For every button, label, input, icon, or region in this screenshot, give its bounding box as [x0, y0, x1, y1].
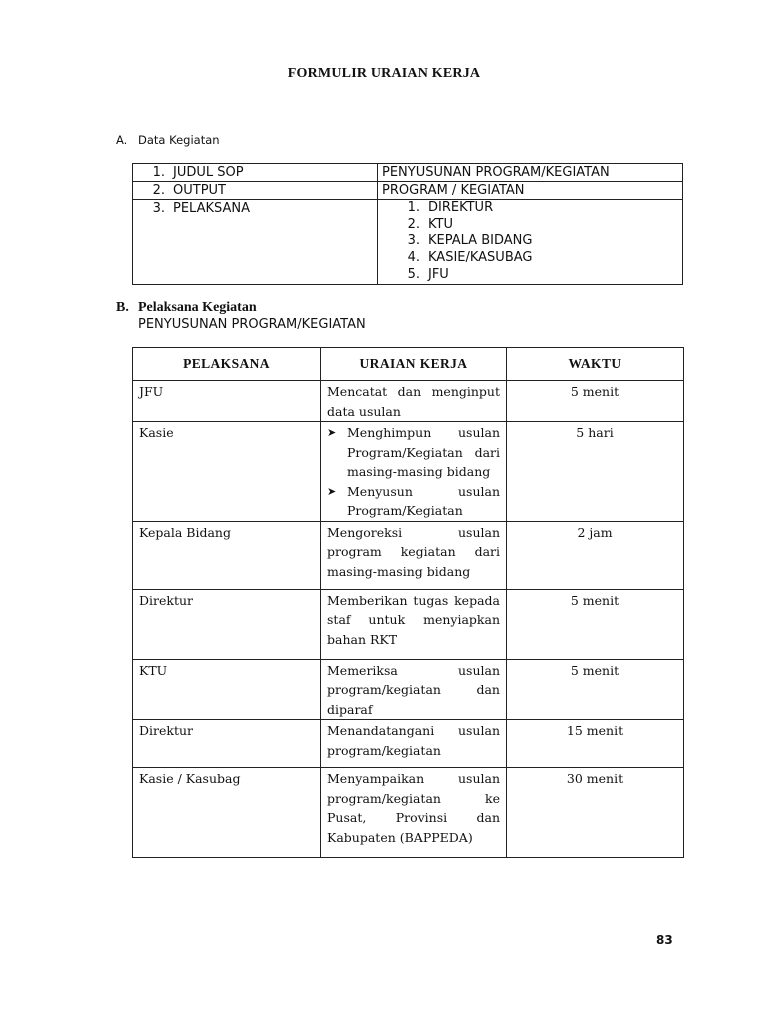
pelaksana-cell: Direktur	[133, 720, 321, 768]
table-header-row	[133, 348, 684, 381]
field-label: JUDUL SOP	[173, 165, 244, 180]
header-waktu: WAKTU	[507, 348, 684, 381]
bullet-text: Menyusun usulan Program/Kegiatan	[347, 483, 500, 518]
list-item	[382, 233, 678, 250]
table-row	[133, 381, 684, 422]
field-label: OUTPUT	[173, 183, 226, 198]
table-row	[133, 521, 684, 589]
list-number: 5.	[407, 266, 420, 282]
section-a-heading	[116, 133, 220, 147]
waktu-cell: 5 menit	[507, 659, 684, 720]
waktu-cell: 5 menit	[507, 589, 684, 659]
header-pelaksana: PELAKSANA	[133, 348, 321, 381]
table-row	[133, 659, 684, 720]
table-row	[133, 164, 683, 182]
arrow-bullet-icon: ➤	[327, 426, 337, 439]
section-b-title: Pelaksana Kegiatan	[138, 300, 257, 315]
pelaksana-cell: Kepala Bidang	[133, 521, 321, 589]
section-b-heading	[116, 300, 366, 332]
data-kegiatan-table	[132, 163, 683, 285]
table-row	[133, 589, 684, 659]
list-item	[382, 250, 678, 267]
list-item	[382, 200, 678, 217]
waktu-cell: 5 hari	[507, 422, 684, 522]
list-text: KEPALA BIDANG	[428, 233, 533, 249]
list-number: 1.	[407, 200, 420, 215]
section-b-label: B.	[116, 300, 129, 315]
header-uraian-kerja: URAIAN KERJA	[321, 348, 507, 381]
document-title: FORMULIR URAIAN KERJA	[287, 66, 481, 81]
bullet-text: Menghimpun usulan Program/Kegiatan dari masing-masing bidang	[347, 425, 500, 479]
row-number: 3.	[152, 201, 165, 216]
uraian-kerja-table	[132, 347, 684, 858]
pelaksana-cell: Kasie	[133, 422, 321, 522]
list-item	[382, 267, 678, 284]
uraian-cell	[321, 422, 507, 522]
list-number: 2.	[407, 216, 420, 232]
list-item	[382, 217, 678, 234]
field-cell	[133, 164, 378, 182]
table-row	[133, 182, 683, 200]
table-row	[133, 720, 684, 768]
uraian-cell: Mencatat dan menginput data usulan	[321, 381, 507, 422]
list-text: KTU	[428, 216, 453, 232]
list-text: JFU	[428, 266, 449, 282]
uraian-cell: Memberikan tugas kepada staf untuk menyiapkan bahan RKT	[321, 589, 507, 659]
table-row	[133, 200, 683, 285]
section-a-title: Data Kegiatan	[138, 133, 220, 147]
waktu-cell: 5 menit	[507, 381, 684, 422]
pelaksana-cell: JFU	[133, 381, 321, 422]
table-row	[133, 768, 684, 858]
field-label: PELAKSANA	[173, 201, 251, 216]
pelaksana-cell: Direktur	[133, 589, 321, 659]
field-cell	[133, 182, 378, 200]
page-number: 83	[656, 933, 673, 947]
section-b-subtitle: PENYUSUNAN PROGRAM/KEGIATAN	[138, 317, 366, 332]
waktu-cell: 30 menit	[507, 768, 684, 858]
waktu-cell: 2 jam	[507, 521, 684, 589]
list-text: KASIE/KASUBAG	[428, 250, 533, 266]
list-number: 4.	[407, 250, 420, 266]
table-row	[133, 422, 684, 522]
row-number: 1.	[152, 165, 165, 180]
uraian-cell: Mengoreksi usulan program kegiatan dari masing-masing bidang	[321, 521, 507, 589]
pelaksana-list	[382, 200, 678, 284]
arrow-bullet-icon: ➤	[327, 484, 337, 498]
row-number: 2.	[152, 183, 165, 198]
uraian-cell: Memeriksa usulan program/kegiatan dan diparaf	[321, 659, 507, 720]
value-cell: PROGRAM / KEGIATAN	[378, 182, 683, 200]
uraian-cell: Menyampaikan usulan program/kegiatan ke Pusat, Provinsi dan Kabupaten (BAPPEDA)	[321, 768, 507, 858]
bullet-item	[327, 423, 500, 482]
list-text: DIREKTUR	[428, 200, 494, 215]
pelaksana-cell: KTU	[133, 659, 321, 720]
field-cell	[133, 200, 378, 285]
value-cell	[378, 200, 683, 285]
pelaksana-cell: Kasie / Kasubag	[133, 768, 321, 858]
bullet-item	[327, 482, 500, 521]
list-number: 3.	[407, 233, 420, 249]
section-b-title-line	[116, 300, 366, 316]
uraian-cell: Menandatangani usulan program/kegiatan	[321, 720, 507, 768]
section-a-label: A.	[116, 133, 128, 147]
waktu-cell: 15 menit	[507, 720, 684, 768]
value-cell: PENYUSUNAN PROGRAM/KEGIATAN	[378, 164, 683, 182]
